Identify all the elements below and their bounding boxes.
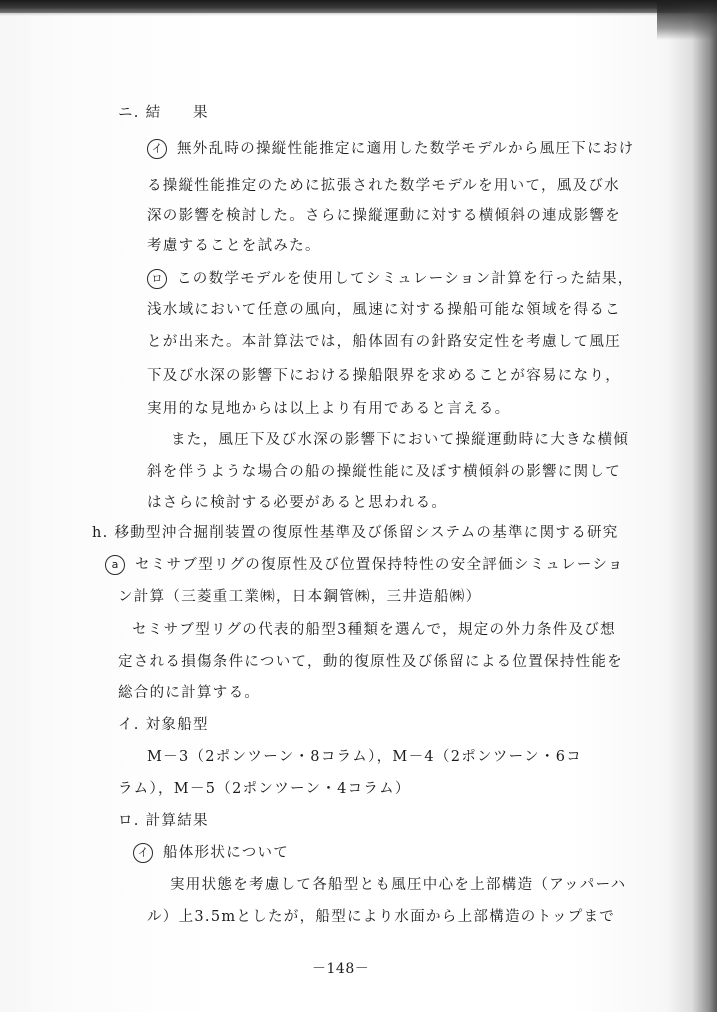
section-heading-results: ニ. 結 果 (118, 105, 209, 121)
paragraph-line: 実用状態を考慮して各船型とも風圧中心を上部構造（アッパーハ (170, 877, 627, 893)
section-heading-h: h. 移動型沖合掘削装置の復原性基準及び係留システムの基準に関する研究 (92, 525, 619, 541)
paragraph-line: ル）上3.5mとしたが，船型により水面から上部構造のトップまで (147, 909, 616, 925)
paragraph-line: イ 船体形状について (133, 843, 289, 863)
paragraph-line: イ 無外乱時の操縦性能推定に適用した数学モデルから風圧下におけ (147, 139, 634, 159)
subsection-heading-calc-results: ロ. 計算結果 (118, 813, 209, 829)
page-number: －148－ (312, 961, 370, 977)
circled-a-marker: a (105, 555, 125, 575)
paragraph-line: 考慮することを試みた。 (147, 238, 321, 254)
paragraph-line: はさらに検討する必要があると思われる。 (147, 495, 448, 511)
paragraph-line: 下及び水深の影響下における操船限界を求めることが容易になり， (147, 368, 621, 384)
paragraph-line: ロ この数学モデルを使用してシミュレーション計算を行った結果， (147, 269, 634, 289)
paragraph-line: 深の影響を検討した。さらに操縦運動に対する横傾斜の連成影響を (147, 208, 621, 224)
paragraph-line: 実用的な見地からは以上より有用であると言える。 (147, 401, 511, 417)
paragraph-line: ン計算（三菱重工業㈱，日本鋼管㈱，三井造船㈱） (118, 589, 482, 605)
paragraph-line: ラム），M－5（2ポンツーン・4コラム） (118, 781, 411, 797)
paragraph-line: る操縦性能推定のために拡張された数学モデルを用いて，風及び水 (147, 178, 620, 194)
subsection-heading-target-hulls: イ. 対象船型 (118, 717, 209, 733)
circled-i-marker: イ (147, 139, 167, 159)
scan-top-edge (0, 0, 717, 13)
paragraph-line: a セミサブ型リグの復原性及び位置保持特性の安全評価シミュレーショ (105, 555, 624, 575)
circled-ro-marker: ロ (147, 269, 167, 289)
scan-right-edge (667, 0, 717, 1012)
paragraph-line: セミサブ型リグの代表的船型3種類を選んで，規定の外力条件及び想 (132, 622, 616, 638)
paragraph-line: 総合的に計算する。 (118, 685, 261, 701)
paragraph-line: M－3（2ポンツーン・8コラム），M－4（2ポンツーン・6コ (147, 749, 583, 765)
paragraph-line: また，風圧下及び水深の影響下において操縦運動時に大きな横傾 (171, 432, 630, 448)
paragraph-line: 斜を伴うような場合の船の操縦性能に及ぼす横傾斜の影響に関して (147, 464, 621, 480)
scan-corner-shadow (657, 0, 717, 40)
paragraph-line: 定される損傷条件について，動的復原性及び係留による位置保持性能を (118, 654, 624, 670)
paragraph-line: とが出来た。本計算法では，船体固有の針路安定性を考慮して風圧 (147, 334, 621, 350)
paragraph-line: 浅水域において任意の風向，風速に対する操船可能な領域を得るこ (147, 302, 621, 318)
circled-i-marker: イ (133, 843, 153, 863)
